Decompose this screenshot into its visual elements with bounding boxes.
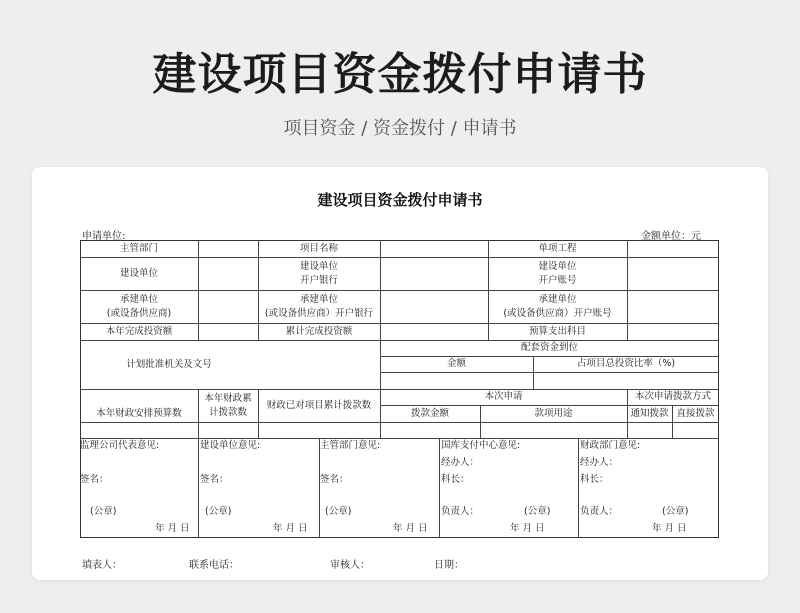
label-construction-unit: 建设单位 [119,267,158,279]
opinion-treasury-handler: 经办人： [441,457,480,468]
label-total-allocation: 财政已对项目累计拨款数 [266,399,372,411]
grid-line [380,372,719,373]
opinion-builder-title: 建设单位意见: [200,440,261,451]
label-notify-payment: 通知拨款 [630,407,669,419]
footer-phone: 联系电话： [189,560,239,571]
opinion-finance-handler: 经办人： [580,457,619,468]
grid-line [439,438,440,538]
label-cumulative-investment: 累计完成投资额 [285,325,353,337]
label-funding-amount: 金额 [446,358,466,369]
page-subtitle: 项目资金 / 资金拨付 / 申请书 [283,118,517,139]
label-line: 开户银行 [299,274,338,286]
page-title: 建设项目资金拨付申请书 [152,49,648,100]
footer-date: 日期： [434,560,464,571]
label-budget-subject: 预算支出科目 [528,325,586,337]
opinion-builder-seal: (公章) [205,506,232,517]
grid-line [198,438,199,538]
opinion-finance-date: 年 月 日 [652,523,687,534]
label-annual-investment: 本年完成投资额 [105,325,173,337]
label-line: (或设备供应商) [106,307,172,319]
label-matching-funds: 配套资金到位 [520,342,578,353]
label-sub-project: 单项工程 [538,242,577,254]
label-line: (或设备供应商）开户银行 [264,307,374,319]
opinion-treasury-title: 国库支付中心意见: [441,440,521,451]
applicant-label: 申请单位: [82,231,126,242]
label-contractor-bank [258,290,380,323]
label-contractor [80,290,198,323]
label-annual-allocation: 本年财政累计拨款数 [204,392,252,418]
footer-reviewer: 审核人： [330,560,370,571]
label-line: 开户账号 [538,274,577,286]
opinion-finance-chief: 科长： [580,474,609,485]
label-annual-budget: 本年财政安排预算数 [96,407,182,419]
opinion-finance-leader: 负责人： [580,506,619,517]
opinion-treasury-date: 年 月 日 [510,523,545,534]
opinion-builder-date: 年 月 日 [273,523,308,534]
label-project-name: 项目名称 [299,242,338,254]
opinion-dept-title: 主管部门意见: [320,440,381,451]
label-request-amount: 拨款金额 [410,407,449,419]
opinion-treasury-chief: 科长： [441,474,470,485]
opinion-finance-title: 财政部门意见: [580,440,641,451]
label-request-purpose: 款项用途 [534,407,573,419]
opinion-builder-sign: 签名： [200,474,229,485]
grid-line [578,438,579,538]
label-payment-method: 本次申请拨款方式 [634,391,711,402]
label-line: 承建单位 [119,293,158,305]
footer-filler: 填表人： [82,560,122,571]
grid-line [198,240,199,340]
opinion-treasury-seal: (公章) [524,506,551,517]
label-plan-approval: 计划批准机关及文号 [126,358,212,370]
opinion-supervisor-sign: 签名： [80,474,109,485]
label-competent-dept: 主管部门 [119,242,158,254]
grid-line [380,240,381,340]
label-line: 承建单位 [538,293,577,305]
document-title: 建设项目资金拨付申请书 [317,191,483,209]
label-contractor-account [488,290,627,323]
opinion-dept-seal: (公章) [325,506,352,517]
opinion-finance-seal: (公章) [662,506,689,517]
opinion-dept-sign: 签名： [320,474,349,485]
grid-line [627,240,628,340]
opinion-supervisor-date: 年 月 日 [155,523,190,534]
label-line: 建设单位 [299,260,338,272]
label-investment-ratio: 占项目总投资比率（%) [576,358,676,369]
label-construction-bank [258,257,380,290]
label-line: 建设单位 [538,260,577,272]
opinion-supervisor-seal: (公章) [90,506,117,517]
opinion-treasury-leader: 负责人： [441,506,480,517]
label-direct-payment: 直接拨款 [676,407,715,419]
label-current-request: 本次申请 [484,391,523,402]
amount-unit-label: 金额单位：元 [641,231,701,242]
opinion-supervisor-title: 监理公司代表意见: [80,440,160,451]
application-form-table [80,240,719,538]
label-construction-account [488,257,627,290]
label-line: (或设备供应商）开户账号 [503,307,612,319]
grid-line [319,438,320,538]
label-line: 承建单位 [299,293,338,305]
opinion-dept-date: 年 月 日 [393,523,428,534]
